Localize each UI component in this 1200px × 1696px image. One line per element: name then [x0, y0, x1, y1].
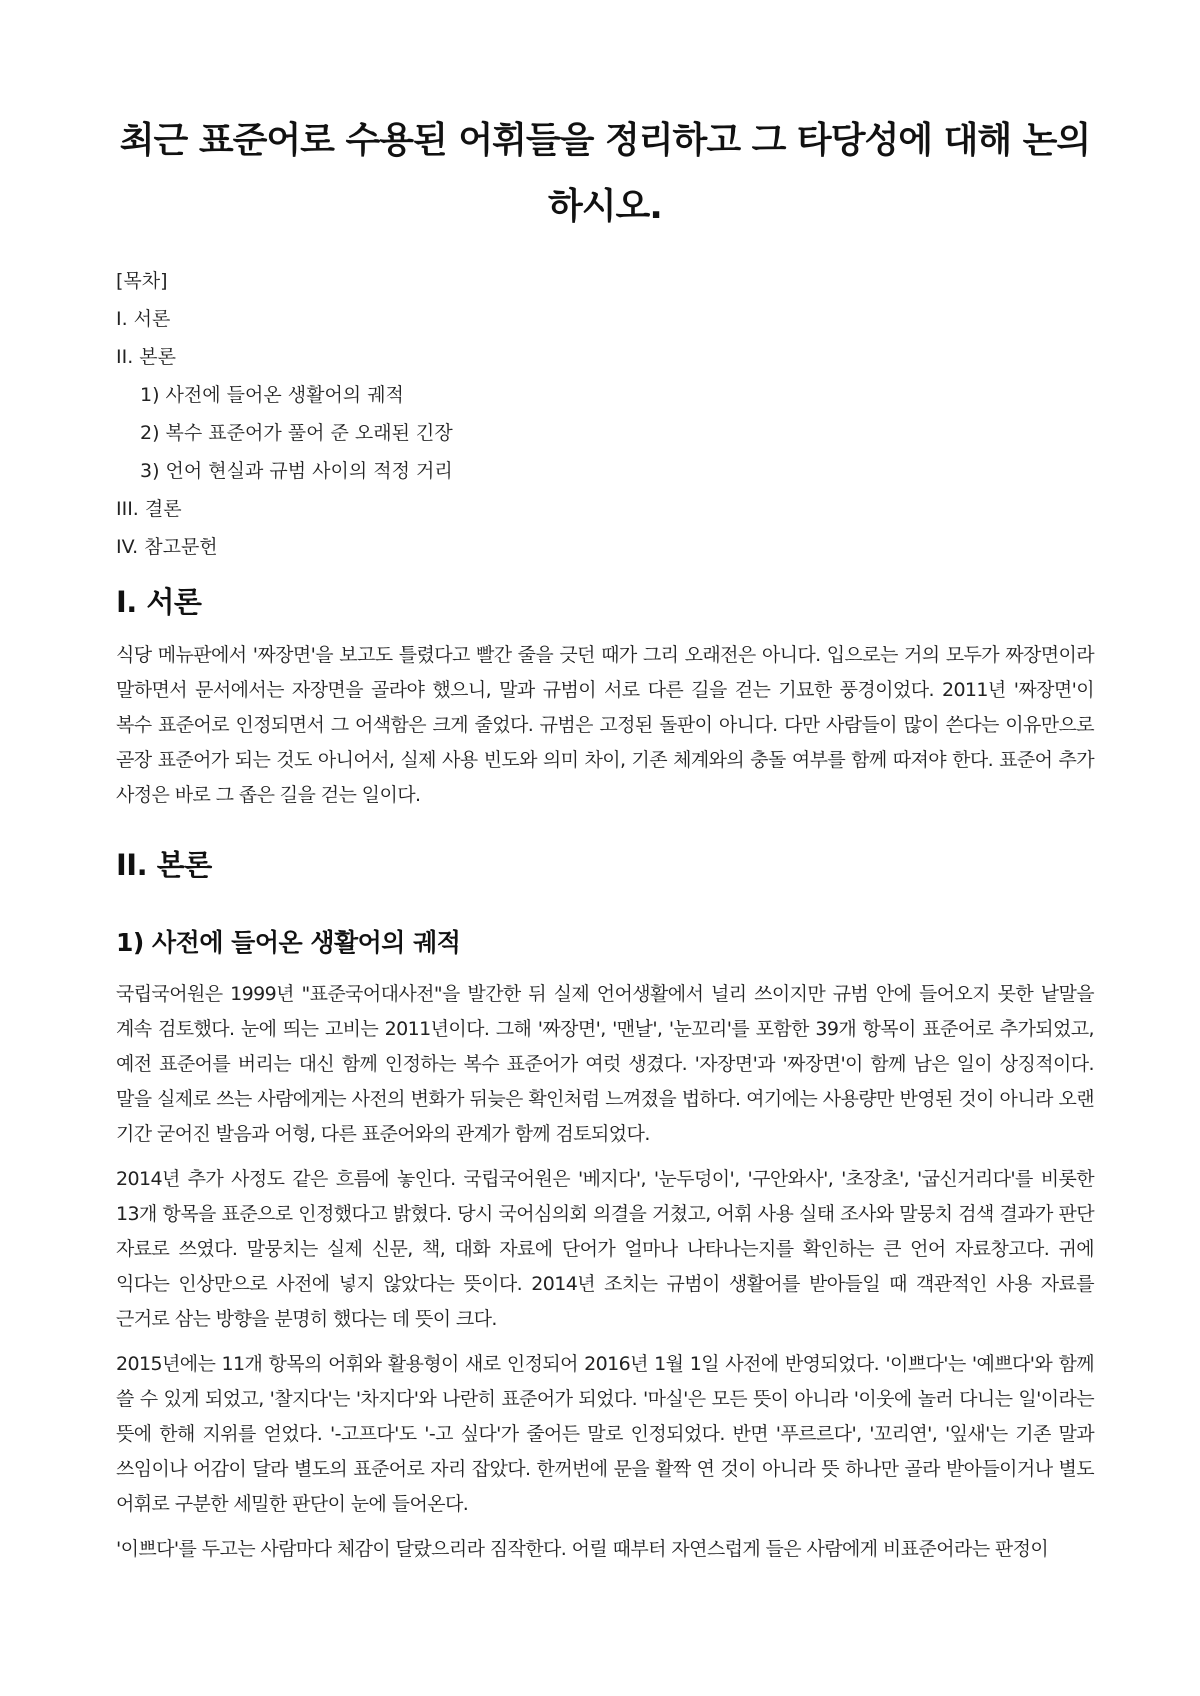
section-intro — [116, 582, 1094, 813]
intro-paragraph: 식당 메뉴판에서 '짜장면'을 보고도 틀렸다고 빨간 줄을 긋던 때가 그리 오래전은 아니다. 입으로는 거의 모두가 짜장면이라 말하면서 문서에서는 자장면을 골라야 했으니, 말과 규범이 서로 다른 길을 걷는 기묘한 풍경이었다. 2011년 '짜장면'이 복수 표준어로 인정되면서 그 어색함은 크게 줄었다. 규범은 고정된 돌판이 아니다. 다만 사람들이 많이 쓴다는 이유만으로 곧장 표준어가 되는 것도 아니어서, 실제 사용 빈도와 의미 차이, 기존 체계와의 충돌 여부를 함께 따져야 한다. 표준어 추가 사정은 바로 그 좁은 길을 걷는 일이다. — [116, 644, 1094, 806]
table-of-contents — [116, 268, 1094, 560]
toc-item-references: IV. 참고문헌 — [116, 536, 218, 558]
body-paragraph: 국립국어원은 1999년 "표준국어대사전"을 발간한 뒤 실제 언어생활에서 널리 쓰이지만 규범 안에 들어오지 못한 낱말을 계속 검토했다. 눈에 띄는 고비는 2011년이다. 그해 '짜장면', '맨날', '눈꼬리'를 포함한 39개 항목이 표준어로 추가되었고, 예전 표준어를 버리는 대신 함께 인정하는 복수 표준어가 여럿 생겼다. '자장면'과 '짜장면'이 함께 남은 일이 상징적이다. 말을 실제로 쓰는 사람에게는 사전의 변화가 뒤늦은 확인처럼 느껴졌을 법하다. 여기에는 사용량만 반영된 것이 아니라 오랜 기간 굳어진 발음과 어형, 다른 표준어와의 관계가 함께 검토되었다. — [116, 983, 1094, 1145]
toc-item-body-sub2: 2) 복수 표준어가 풀어 준 오래된 긴장 — [140, 422, 453, 444]
subsection-heading-1: 1) 사전에 들어온 생활어의 궤적 — [116, 928, 461, 957]
document-title: 최근 표준어로 수용된 어휘들을 정리하고 그 타당성에 대해 논의하시오. — [119, 120, 1091, 227]
section-heading-intro: I. 서론 — [116, 585, 202, 619]
toc-heading: [목차] — [116, 270, 168, 292]
body-paragraph: 2014년 추가 사정도 같은 흐름에 놓인다. 국립국어원은 '베지다', '눈두덩이', '구안와사', '초장초', '굽신거리다'를 비롯한 13개 항목을 표준으로 인정했다고 밝혔다. 당시 국어심의회 의결을 거쳤고, 어휘 사용 실태 조사와 말뭉치 검색 결과가 판단 자료로 쓰였다. 말뭉치는 실제 신문, 책, 대화 자료에 단어가 얼마나 나타나는지를 확인하는 큰 언어 자료창고다. 귀에 익다는 인상만으로 사전에 넣지 않았다는 뜻이다. 2014년 조치는 규범이 생활어를 받아들일 때 객관적인 사용 자료를 근거로 삼는 방향을 분명히 했다는 데 뜻이 크다. — [116, 1168, 1094, 1330]
toc-item-body-sub1: 1) 사전에 들어온 생활어의 궤적 — [140, 384, 404, 406]
section-body — [116, 845, 1094, 1567]
body-paragraph: '이쁘다'를 두고는 사람마다 체감이 달랐으리라 짐작한다. 어릴 때부터 자연스럽게 들은 사람에게 비표준어라는 판정이 — [116, 1538, 1049, 1560]
section-heading-body: II. 본론 — [116, 848, 212, 882]
toc-item-body: II. 본론 — [116, 346, 176, 368]
toc-item-intro: I. 서론 — [116, 308, 171, 330]
toc-item-conclusion: III. 결론 — [116, 498, 182, 520]
document-page — [116, 108, 1094, 1567]
toc-item-body-sub3: 3) 언어 현실과 규범 사이의 적정 거리 — [140, 460, 453, 482]
body-paragraph: 2015년에는 11개 항목의 어휘와 활용형이 새로 인정되어 2016년 1월 1일 사전에 반영되었다. '이쁘다'는 '예쁘다'와 함께 쓸 수 있게 되었고, '찰지다'는 '차지다'와 나란히 표준어가 되었다. '마실'은 모든 뜻이 아니라 '이웃에 놀러 다니는 일'이라는 뜻에 한해 지위를 얻었다. '-고프다'도 '-고 싶다'가 줄어든 말로 인정되었다. 반면 '푸르르다', '꼬리연', '잎새'는 기존 말과 쓰임이나 어감이 달라 별도의 표준어로 자리 잡았다. 한꺼번에 문을 활짝 연 것이 아니라 뜻 하나만 골라 받아들이거나 별도 어휘로 구분한 세밀한 판단이 눈에 들어온다. — [116, 1353, 1094, 1515]
